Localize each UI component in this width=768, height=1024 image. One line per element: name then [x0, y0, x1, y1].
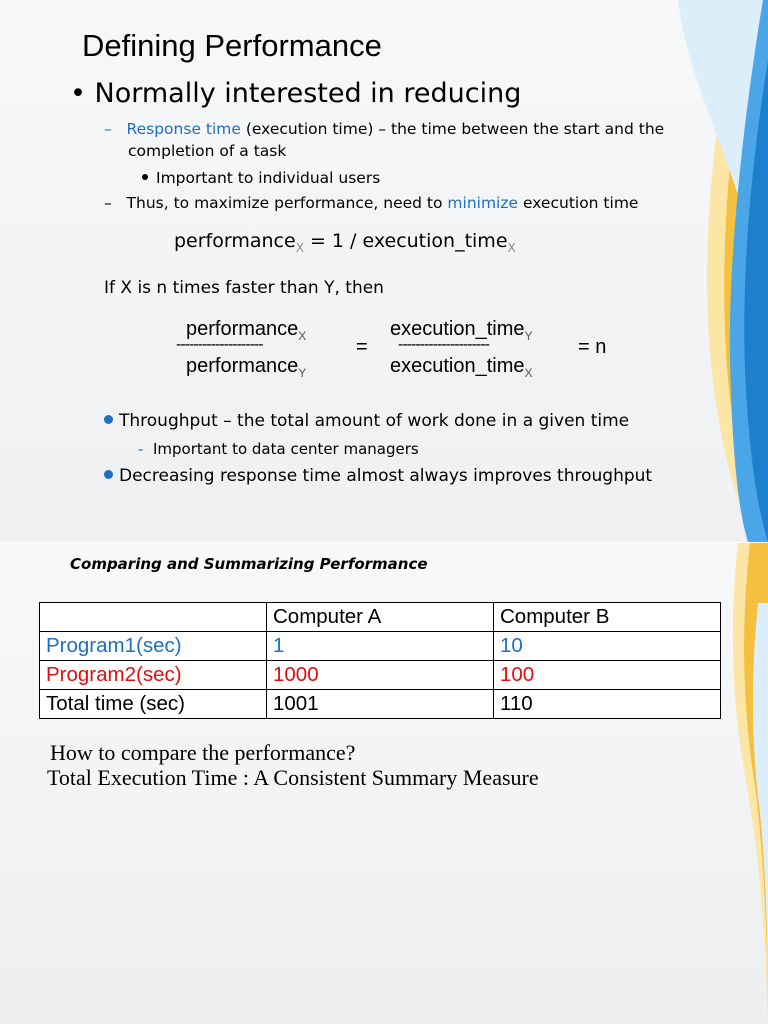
formula-left: performance: [174, 230, 296, 252]
num-left-text: performance: [186, 318, 299, 340]
dash-marker: –: [104, 120, 127, 138]
table-cell: 1000: [267, 661, 494, 690]
important-users-text: Important to individual users: [156, 169, 381, 187]
formula-performance: [174, 230, 516, 255]
important-users-item: [142, 169, 380, 187]
throughput-item: [104, 411, 629, 431]
thus-item: [104, 194, 638, 212]
question-text: How to compare the performance?: [50, 740, 356, 765]
table-row: [40, 661, 721, 690]
fraction-equals-n: = n: [578, 336, 607, 358]
table-cell: 110: [494, 690, 721, 719]
table-header-cell: [40, 603, 267, 632]
den-right-sub: X: [524, 366, 533, 380]
response-time-label: Response time: [126, 120, 241, 138]
num-right-sub: Y: [524, 329, 533, 343]
decreasing-item: [104, 466, 652, 486]
table-cell: 1: [267, 632, 494, 661]
table-cell: 1001: [267, 690, 494, 719]
fraction-equals: =: [356, 336, 368, 358]
formula-right-sub: X: [507, 241, 516, 255]
fraction-bar-right: ---------------------: [398, 336, 489, 353]
wave-decoration-graphic: [618, 0, 768, 542]
fraction-den-left: [186, 355, 306, 378]
summary-text: Total Execution Time : A Consistent Summary Measure: [47, 765, 539, 790]
section-title: Comparing and Summarizing Performance: [70, 555, 428, 573]
blue-bullet-dot: [104, 470, 113, 479]
bullet-normally-reducing: [70, 78, 521, 109]
den-left-sub: Y: [298, 366, 307, 380]
den-right-text: execution_time: [390, 355, 525, 377]
dash-marker: -: [138, 440, 153, 458]
if-x-text: If X is n times faster than Y, then: [104, 278, 384, 298]
response-time-item: [104, 120, 664, 138]
throughput-text: Throughput – the total amount of work done in a given time: [119, 411, 630, 431]
throughput-sub-item: [138, 440, 419, 458]
table-cell: Program1(sec): [40, 632, 267, 661]
thus-prefix: Thus, to maximize performance, need to: [126, 194, 448, 212]
bullet-text: Normally interested in reducing: [94, 78, 522, 109]
thus-suffix: execution time: [518, 194, 639, 212]
num-left-sub: X: [298, 329, 307, 343]
formula-left-sub: X: [295, 241, 304, 255]
num-right-text: execution_time: [390, 318, 525, 340]
den-left-text: performance: [186, 355, 299, 377]
table-header-cell: Computer B: [494, 603, 721, 632]
blue-bullet-dot: [104, 415, 113, 424]
performance-table: [39, 602, 721, 719]
decreasing-text: Decreasing response time almost always improves throughput: [119, 466, 653, 486]
throughput-sub-text: Important to data center managers: [152, 440, 419, 458]
bullet-dot: •: [70, 78, 95, 109]
formula-middle: = 1 / execution_time: [303, 230, 508, 252]
table-cell: Total time (sec): [40, 690, 267, 719]
response-time-line2: completion of a task: [128, 142, 287, 160]
fraction-den-right: [390, 355, 533, 378]
response-time-desc: (execution time) – the time between the start and the: [240, 120, 665, 138]
table-row: [40, 690, 721, 719]
page-title: Defining Performance: [82, 28, 382, 63]
table-header-cell: Computer A: [267, 603, 494, 632]
fraction-bar-left: --------------------: [176, 336, 263, 353]
dash-marker: –: [104, 194, 127, 212]
table-row: [40, 632, 721, 661]
slide-comparing-performance: [0, 543, 768, 1024]
table-cell: Program2(sec): [40, 661, 267, 690]
table-header-row: [40, 603, 721, 632]
table-cell: 100: [494, 661, 721, 690]
table-cell: 10: [494, 632, 721, 661]
small-bullet-dot: [142, 174, 148, 180]
minimize-highlight: minimize: [447, 194, 519, 212]
